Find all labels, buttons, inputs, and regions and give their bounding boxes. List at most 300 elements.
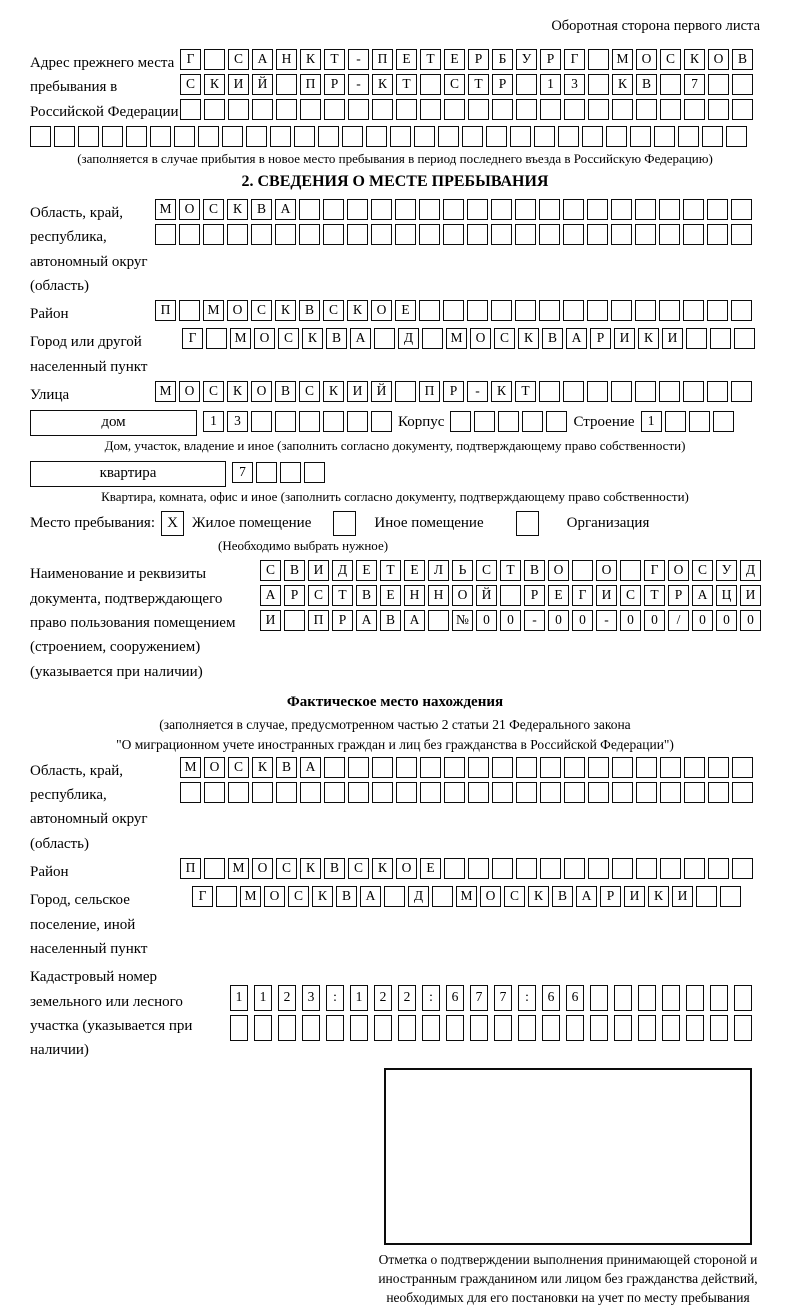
char-cell[interactable]: Р (332, 610, 353, 631)
char-cell[interactable] (708, 74, 729, 95)
char-cell[interactable]: К (302, 328, 323, 349)
char-cell[interactable] (684, 858, 705, 879)
char-cell[interactable]: В (380, 610, 401, 631)
char-cell[interactable]: А (356, 610, 377, 631)
char-cell[interactable] (726, 126, 747, 147)
char-cell[interactable] (347, 411, 368, 432)
char-cell[interactable] (230, 1015, 248, 1041)
char-cell[interactable] (516, 99, 537, 120)
char-cell[interactable] (414, 126, 435, 147)
char-cell[interactable]: П (308, 610, 329, 631)
char-cell[interactable]: К (300, 49, 321, 70)
char-cell[interactable]: 1 (203, 411, 224, 432)
char-cell[interactable] (546, 411, 567, 432)
char-cell[interactable] (318, 126, 339, 147)
char-cell[interactable] (446, 1015, 464, 1041)
char-cell[interactable]: Г (182, 328, 203, 349)
char-cell[interactable] (516, 858, 537, 879)
char-cell[interactable]: М (446, 328, 467, 349)
char-cell[interactable] (420, 99, 441, 120)
char-cell[interactable] (468, 858, 489, 879)
char-cell[interactable]: Р (324, 74, 345, 95)
char-cell[interactable]: Н (404, 585, 425, 606)
char-cell[interactable]: Р (590, 328, 611, 349)
char-cell[interactable]: С (260, 560, 281, 581)
char-cell[interactable]: С (323, 300, 344, 321)
char-cell[interactable]: И (228, 74, 249, 95)
char-cell[interactable] (30, 126, 51, 147)
char-cell[interactable] (518, 1015, 536, 1041)
char-cell[interactable] (324, 757, 345, 778)
char-cell[interactable] (630, 126, 651, 147)
char-cell[interactable]: М (203, 300, 224, 321)
char-cell[interactable]: О (204, 757, 225, 778)
char-cell[interactable] (372, 757, 393, 778)
char-cell[interactable] (636, 99, 657, 120)
char-cell[interactable] (731, 224, 752, 245)
char-cell[interactable] (542, 1015, 560, 1041)
char-cell[interactable] (683, 300, 704, 321)
char-cell[interactable] (587, 199, 608, 220)
char-cell[interactable] (590, 1015, 608, 1041)
char-cell[interactable] (227, 224, 248, 245)
char-cell[interactable] (398, 1015, 416, 1041)
char-cell[interactable] (323, 224, 344, 245)
char-cell[interactable]: О (636, 49, 657, 70)
char-cell[interactable] (256, 462, 277, 483)
char-cell[interactable] (516, 74, 537, 95)
char-cell[interactable] (588, 99, 609, 120)
char-cell[interactable] (246, 126, 267, 147)
char-cell[interactable] (515, 300, 536, 321)
char-cell[interactable]: П (372, 49, 393, 70)
char-cell[interactable] (638, 985, 656, 1011)
char-cell[interactable]: П (180, 858, 201, 879)
char-cell[interactable] (515, 199, 536, 220)
char-cell[interactable]: П (155, 300, 176, 321)
char-cell[interactable]: О (708, 49, 729, 70)
char-cell[interactable] (155, 224, 176, 245)
char-cell[interactable] (660, 74, 681, 95)
char-cell[interactable]: В (636, 74, 657, 95)
char-cell[interactable]: А (576, 886, 597, 907)
char-cell[interactable] (660, 858, 681, 879)
char-cell[interactable] (324, 782, 345, 803)
char-cell[interactable] (611, 381, 632, 402)
char-cell[interactable]: Е (396, 49, 417, 70)
char-cell[interactable] (563, 300, 584, 321)
char-cell[interactable] (492, 782, 513, 803)
char-cell[interactable]: Е (420, 858, 441, 879)
char-cell[interactable]: О (480, 886, 501, 907)
char-cell[interactable]: С (348, 858, 369, 879)
char-cell[interactable] (179, 300, 200, 321)
char-cell[interactable] (659, 300, 680, 321)
char-cell[interactable] (734, 985, 752, 1011)
char-cell[interactable]: 1 (254, 985, 272, 1011)
char-cell[interactable] (251, 411, 272, 432)
char-cell[interactable]: Р (284, 585, 305, 606)
char-cell[interactable]: О (254, 328, 275, 349)
char-cell[interactable] (614, 1015, 632, 1041)
char-cell[interactable] (611, 300, 632, 321)
char-cell[interactable] (707, 224, 728, 245)
char-cell[interactable] (612, 99, 633, 120)
char-cell[interactable]: 2 (398, 985, 416, 1011)
char-cell[interactable]: О (470, 328, 491, 349)
char-cell[interactable]: К (612, 74, 633, 95)
char-cell[interactable] (467, 224, 488, 245)
char-cell[interactable]: К (347, 300, 368, 321)
char-cell[interactable] (731, 199, 752, 220)
char-cell[interactable]: А (260, 585, 281, 606)
char-cell[interactable] (588, 49, 609, 70)
char-cell[interactable]: В (284, 560, 305, 581)
char-cell[interactable]: 1 (641, 411, 662, 432)
char-cell[interactable] (428, 610, 449, 631)
char-cell[interactable] (396, 757, 417, 778)
char-cell[interactable]: И (624, 886, 645, 907)
char-cell[interactable] (395, 199, 416, 220)
char-cell[interactable] (276, 74, 297, 95)
char-cell[interactable] (689, 411, 710, 432)
char-cell[interactable]: О (371, 300, 392, 321)
char-cell[interactable] (678, 126, 699, 147)
char-cell[interactable] (635, 224, 656, 245)
char-cell[interactable] (635, 199, 656, 220)
char-cell[interactable] (654, 126, 675, 147)
char-cell[interactable]: Д (332, 560, 353, 581)
char-cell[interactable]: Ь (452, 560, 473, 581)
char-cell[interactable]: К (312, 886, 333, 907)
char-cell[interactable] (635, 381, 656, 402)
char-cell[interactable] (588, 74, 609, 95)
char-cell[interactable] (522, 411, 543, 432)
char-cell[interactable] (438, 126, 459, 147)
char-cell[interactable] (707, 381, 728, 402)
char-cell[interactable]: И (347, 381, 368, 402)
char-cell[interactable] (300, 782, 321, 803)
char-cell[interactable]: И (672, 886, 693, 907)
char-cell[interactable]: 0 (620, 610, 641, 631)
char-cell[interactable] (420, 74, 441, 95)
char-cell[interactable]: Е (548, 585, 569, 606)
char-cell[interactable] (684, 99, 705, 120)
char-cell[interactable] (683, 224, 704, 245)
char-cell[interactable]: 0 (548, 610, 569, 631)
char-cell[interactable] (659, 381, 680, 402)
char-cell[interactable] (450, 411, 471, 432)
char-cell[interactable]: Н (428, 585, 449, 606)
char-cell[interactable] (732, 757, 753, 778)
char-cell[interactable] (374, 328, 395, 349)
char-cell[interactable]: С (620, 585, 641, 606)
char-cell[interactable] (102, 126, 123, 147)
checkbox-other-premises[interactable] (333, 511, 356, 536)
char-cell[interactable] (659, 199, 680, 220)
char-cell[interactable]: - (348, 49, 369, 70)
char-cell[interactable]: И (740, 585, 761, 606)
char-cell[interactable] (612, 782, 633, 803)
char-cell[interactable] (371, 411, 392, 432)
char-cell[interactable]: П (419, 381, 440, 402)
char-cell[interactable] (371, 199, 392, 220)
char-cell[interactable]: Л (428, 560, 449, 581)
char-cell[interactable]: 1 (350, 985, 368, 1011)
char-cell[interactable] (252, 99, 273, 120)
char-cell[interactable] (566, 1015, 584, 1041)
char-cell[interactable]: Ц (716, 585, 737, 606)
char-cell[interactable] (635, 300, 656, 321)
char-cell[interactable] (494, 1015, 512, 1041)
char-cell[interactable]: 0 (500, 610, 521, 631)
char-cell[interactable] (444, 782, 465, 803)
char-cell[interactable] (498, 411, 519, 432)
char-cell[interactable]: Р (540, 49, 561, 70)
char-cell[interactable] (324, 99, 345, 120)
char-cell[interactable] (326, 1015, 344, 1041)
char-cell[interactable] (486, 126, 507, 147)
char-cell[interactable]: С (203, 199, 224, 220)
char-cell[interactable]: К (252, 757, 273, 778)
char-cell[interactable] (470, 1015, 488, 1041)
char-cell[interactable] (492, 99, 513, 120)
char-cell[interactable] (468, 782, 489, 803)
char-cell[interactable] (588, 858, 609, 879)
char-cell[interactable] (422, 328, 443, 349)
char-cell[interactable] (179, 224, 200, 245)
char-cell[interactable] (300, 99, 321, 120)
char-cell[interactable] (444, 757, 465, 778)
char-cell[interactable]: С (228, 49, 249, 70)
char-cell[interactable]: К (323, 381, 344, 402)
char-cell[interactable]: О (452, 585, 473, 606)
char-cell[interactable] (419, 199, 440, 220)
char-cell[interactable] (516, 757, 537, 778)
char-cell[interactable]: Е (356, 560, 377, 581)
char-cell[interactable] (347, 199, 368, 220)
char-cell[interactable] (660, 99, 681, 120)
char-cell[interactable]: 6 (446, 985, 464, 1011)
char-cell[interactable] (420, 782, 441, 803)
char-cell[interactable] (510, 126, 531, 147)
char-cell[interactable] (683, 381, 704, 402)
char-cell[interactable] (299, 199, 320, 220)
char-cell[interactable] (419, 300, 440, 321)
char-cell[interactable]: 7 (684, 74, 705, 95)
checkbox-organization[interactable] (516, 511, 539, 536)
char-cell[interactable]: Н (276, 49, 297, 70)
char-cell[interactable]: Д (740, 560, 761, 581)
char-cell[interactable] (611, 199, 632, 220)
char-cell[interactable] (395, 381, 416, 402)
char-cell[interactable] (444, 858, 465, 879)
char-cell[interactable]: О (596, 560, 617, 581)
char-cell[interactable] (620, 560, 641, 581)
char-cell[interactable]: М (155, 199, 176, 220)
char-cell[interactable] (206, 328, 227, 349)
char-cell[interactable]: Г (644, 560, 665, 581)
char-cell[interactable]: М (612, 49, 633, 70)
char-cell[interactable]: К (372, 858, 393, 879)
char-cell[interactable] (304, 462, 325, 483)
char-cell[interactable] (180, 99, 201, 120)
char-cell[interactable]: А (566, 328, 587, 349)
char-cell[interactable] (710, 1015, 728, 1041)
char-cell[interactable] (216, 886, 237, 907)
char-cell[interactable]: А (300, 757, 321, 778)
char-cell[interactable]: О (179, 381, 200, 402)
char-cell[interactable]: С (276, 858, 297, 879)
char-cell[interactable] (659, 224, 680, 245)
char-cell[interactable]: № (452, 610, 473, 631)
checkbox-residential[interactable]: X (161, 511, 184, 536)
char-cell[interactable] (390, 126, 411, 147)
char-cell[interactable]: С (660, 49, 681, 70)
char-cell[interactable]: С (476, 560, 497, 581)
char-cell[interactable]: И (308, 560, 329, 581)
char-cell[interactable]: Р (600, 886, 621, 907)
char-cell[interactable] (302, 1015, 320, 1041)
char-cell[interactable] (204, 99, 225, 120)
char-cell[interactable] (474, 411, 495, 432)
char-cell[interactable]: К (648, 886, 669, 907)
char-cell[interactable]: Й (371, 381, 392, 402)
char-cell[interactable]: М (456, 886, 477, 907)
char-cell[interactable]: М (180, 757, 201, 778)
char-cell[interactable]: 3 (564, 74, 585, 95)
char-cell[interactable]: Р (668, 585, 689, 606)
char-cell[interactable]: С (692, 560, 713, 581)
char-cell[interactable]: 3 (302, 985, 320, 1011)
char-cell[interactable] (444, 99, 465, 120)
char-cell[interactable] (228, 99, 249, 120)
char-cell[interactable]: 0 (572, 610, 593, 631)
char-cell[interactable] (731, 381, 752, 402)
char-cell[interactable] (539, 381, 560, 402)
char-cell[interactable] (540, 757, 561, 778)
char-cell[interactable]: Т (515, 381, 536, 402)
char-cell[interactable] (396, 99, 417, 120)
char-cell[interactable]: В (732, 49, 753, 70)
char-cell[interactable]: Т (380, 560, 401, 581)
char-cell[interactable] (539, 199, 560, 220)
char-cell[interactable]: П (300, 74, 321, 95)
char-cell[interactable]: В (542, 328, 563, 349)
char-cell[interactable] (280, 462, 301, 483)
char-cell[interactable]: - (596, 610, 617, 631)
char-cell[interactable] (491, 224, 512, 245)
char-cell[interactable] (534, 126, 555, 147)
char-cell[interactable] (198, 126, 219, 147)
char-cell[interactable]: С (504, 886, 525, 907)
char-cell[interactable] (348, 782, 369, 803)
char-cell[interactable] (707, 300, 728, 321)
char-cell[interactable]: 7 (232, 462, 253, 483)
char-cell[interactable]: : (518, 985, 536, 1011)
char-cell[interactable] (396, 782, 417, 803)
char-cell[interactable] (374, 1015, 392, 1041)
char-cell[interactable] (443, 300, 464, 321)
char-cell[interactable]: Й (252, 74, 273, 95)
char-cell[interactable]: - (348, 74, 369, 95)
char-cell[interactable] (710, 985, 728, 1011)
char-cell[interactable]: О (227, 300, 248, 321)
char-cell[interactable]: Т (396, 74, 417, 95)
char-cell[interactable]: К (528, 886, 549, 907)
char-cell[interactable] (564, 99, 585, 120)
char-cell[interactable]: : (422, 985, 440, 1011)
char-cell[interactable]: К (372, 74, 393, 95)
char-cell[interactable]: 1 (540, 74, 561, 95)
char-cell[interactable] (468, 99, 489, 120)
char-cell[interactable] (228, 782, 249, 803)
char-cell[interactable]: С (251, 300, 272, 321)
char-cell[interactable]: В (552, 886, 573, 907)
char-cell[interactable]: 2 (374, 985, 392, 1011)
char-cell[interactable]: О (548, 560, 569, 581)
char-cell[interactable] (636, 782, 657, 803)
char-cell[interactable] (422, 1015, 440, 1041)
char-cell[interactable] (660, 782, 681, 803)
char-cell[interactable]: М (155, 381, 176, 402)
char-cell[interactable] (174, 126, 195, 147)
char-cell[interactable] (254, 1015, 272, 1041)
char-cell[interactable] (686, 1015, 704, 1041)
char-cell[interactable] (686, 985, 704, 1011)
char-cell[interactable] (587, 224, 608, 245)
char-cell[interactable] (299, 411, 320, 432)
char-cell[interactable]: В (336, 886, 357, 907)
char-cell[interactable] (708, 99, 729, 120)
char-cell[interactable] (419, 224, 440, 245)
char-cell[interactable] (467, 199, 488, 220)
char-cell[interactable]: А (360, 886, 381, 907)
char-cell[interactable] (540, 782, 561, 803)
char-cell[interactable]: С (299, 381, 320, 402)
char-cell[interactable] (638, 1015, 656, 1041)
char-cell[interactable]: Т (324, 49, 345, 70)
char-cell[interactable] (284, 610, 305, 631)
char-cell[interactable] (462, 126, 483, 147)
char-cell[interactable] (432, 886, 453, 907)
char-cell[interactable] (732, 858, 753, 879)
char-cell[interactable] (572, 560, 593, 581)
char-cell[interactable] (491, 300, 512, 321)
char-cell[interactable] (539, 300, 560, 321)
char-cell[interactable]: В (326, 328, 347, 349)
char-cell[interactable]: 0 (644, 610, 665, 631)
char-cell[interactable] (180, 782, 201, 803)
char-cell[interactable] (395, 224, 416, 245)
char-cell[interactable] (588, 782, 609, 803)
char-cell[interactable] (558, 126, 579, 147)
char-cell[interactable]: - (524, 610, 545, 631)
char-cell[interactable]: С (180, 74, 201, 95)
char-cell[interactable] (278, 1015, 296, 1041)
char-cell[interactable] (204, 49, 225, 70)
char-cell[interactable] (372, 782, 393, 803)
char-cell[interactable]: А (350, 328, 371, 349)
char-cell[interactable] (660, 757, 681, 778)
char-cell[interactable]: С (228, 757, 249, 778)
char-cell[interactable] (684, 782, 705, 803)
char-cell[interactable]: Т (332, 585, 353, 606)
char-cell[interactable]: О (252, 858, 273, 879)
char-cell[interactable] (540, 858, 561, 879)
char-cell[interactable]: К (638, 328, 659, 349)
char-cell[interactable]: М (228, 858, 249, 879)
